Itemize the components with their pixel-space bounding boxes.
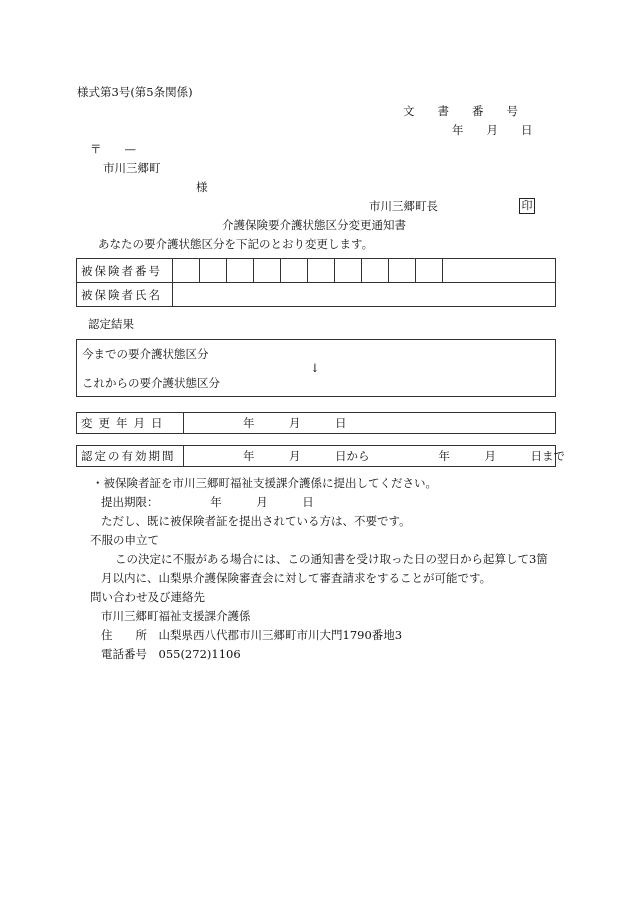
intro-text: あなたの要介護状態区分を下記のとおり変更します。 — [98, 237, 374, 251]
issuer-name: 市川三郷町長 — [369, 199, 438, 213]
appeal-heading: 不服の申立て — [90, 533, 159, 547]
new-status-label: これからの要介護状態区分 — [82, 376, 220, 390]
change-date-label: 変更年月日 — [81, 416, 169, 430]
insured-name-row — [76, 282, 556, 307]
number-digit-cell[interactable] — [389, 259, 416, 282]
seal-mark: 印 — [519, 198, 535, 214]
status-box — [76, 339, 556, 397]
appeal-text-line1: この決定に不服がある場合には、この通知書を受け取った日の翌日から起算して3箇 — [115, 552, 548, 566]
validity-label: 認定の有効期間 — [81, 449, 176, 463]
validity-label-cell — [77, 446, 184, 466]
insured-name-field[interactable] — [173, 283, 555, 306]
contact-address: 住 所 山梨県西八代郡市川三郷町市川大門1790番地3 — [101, 628, 403, 642]
already-submitted-notice: ただし、既に被保険者証を提出されている方は、不要です。 — [101, 514, 411, 528]
insured-name-label: 被保険者氏名 — [81, 287, 162, 302]
insured-number-row — [76, 258, 556, 283]
change-date-value[interactable]: 年 月 日 — [243, 416, 347, 430]
change-date-label-cell — [77, 413, 184, 433]
appeal-text-line2: 月以内に、山梨県介護保険審査会に対して審査請求をすることが可能です。 — [101, 571, 492, 585]
contact-phone: 電話番号 055(272)1106 — [101, 647, 241, 661]
issue-date: 年 月 日 — [452, 123, 533, 137]
recipient-town: 市川三郷町 — [103, 161, 161, 175]
number-digit-cell[interactable] — [227, 259, 254, 282]
insured-number-label: 被保険者番号 — [81, 263, 162, 278]
submission-deadline: 提出期限： 年 月 日 — [101, 495, 314, 509]
contact-heading: 問い合わせ及び連絡先 — [90, 590, 205, 604]
number-digit-cell[interactable] — [335, 259, 362, 282]
form-id: 様式第3号(第5条関係) — [77, 85, 193, 99]
number-digit-cell[interactable] — [308, 259, 335, 282]
result-heading: 認定結果 — [88, 317, 134, 331]
down-arrow-icon: ↓ — [310, 361, 320, 375]
contact-department: 市川三郷町福祉支援課介護係 — [101, 609, 251, 623]
number-digit-cell[interactable] — [416, 259, 443, 282]
number-digit-cell[interactable] — [200, 259, 227, 282]
submit-notice: ・被保険者証を市川三郷町福祉支援課介護係に提出してください。 — [92, 476, 437, 490]
recipient-honorific: 様 — [196, 180, 208, 194]
document-number-label: 文 書 番 号 — [403, 104, 518, 118]
page-title: 介護保険要介護状態区分変更通知書 — [222, 218, 406, 232]
number-digit-cell[interactable] — [362, 259, 389, 282]
postal-code: 〒 — — [90, 142, 136, 156]
number-digit-cell[interactable] — [173, 259, 200, 282]
change-date-row — [76, 412, 556, 434]
validity-row — [76, 445, 565, 467]
number-digit-cell[interactable] — [254, 259, 281, 282]
insured-number-label-cell — [77, 259, 173, 282]
validity-value[interactable]: 年 月 日から 年 月 日まで — [243, 449, 565, 463]
insured-name-label-cell — [77, 283, 173, 306]
previous-status-label: 今までの要介護状態区分 — [82, 347, 209, 361]
number-digit-cell[interactable] — [281, 259, 308, 282]
